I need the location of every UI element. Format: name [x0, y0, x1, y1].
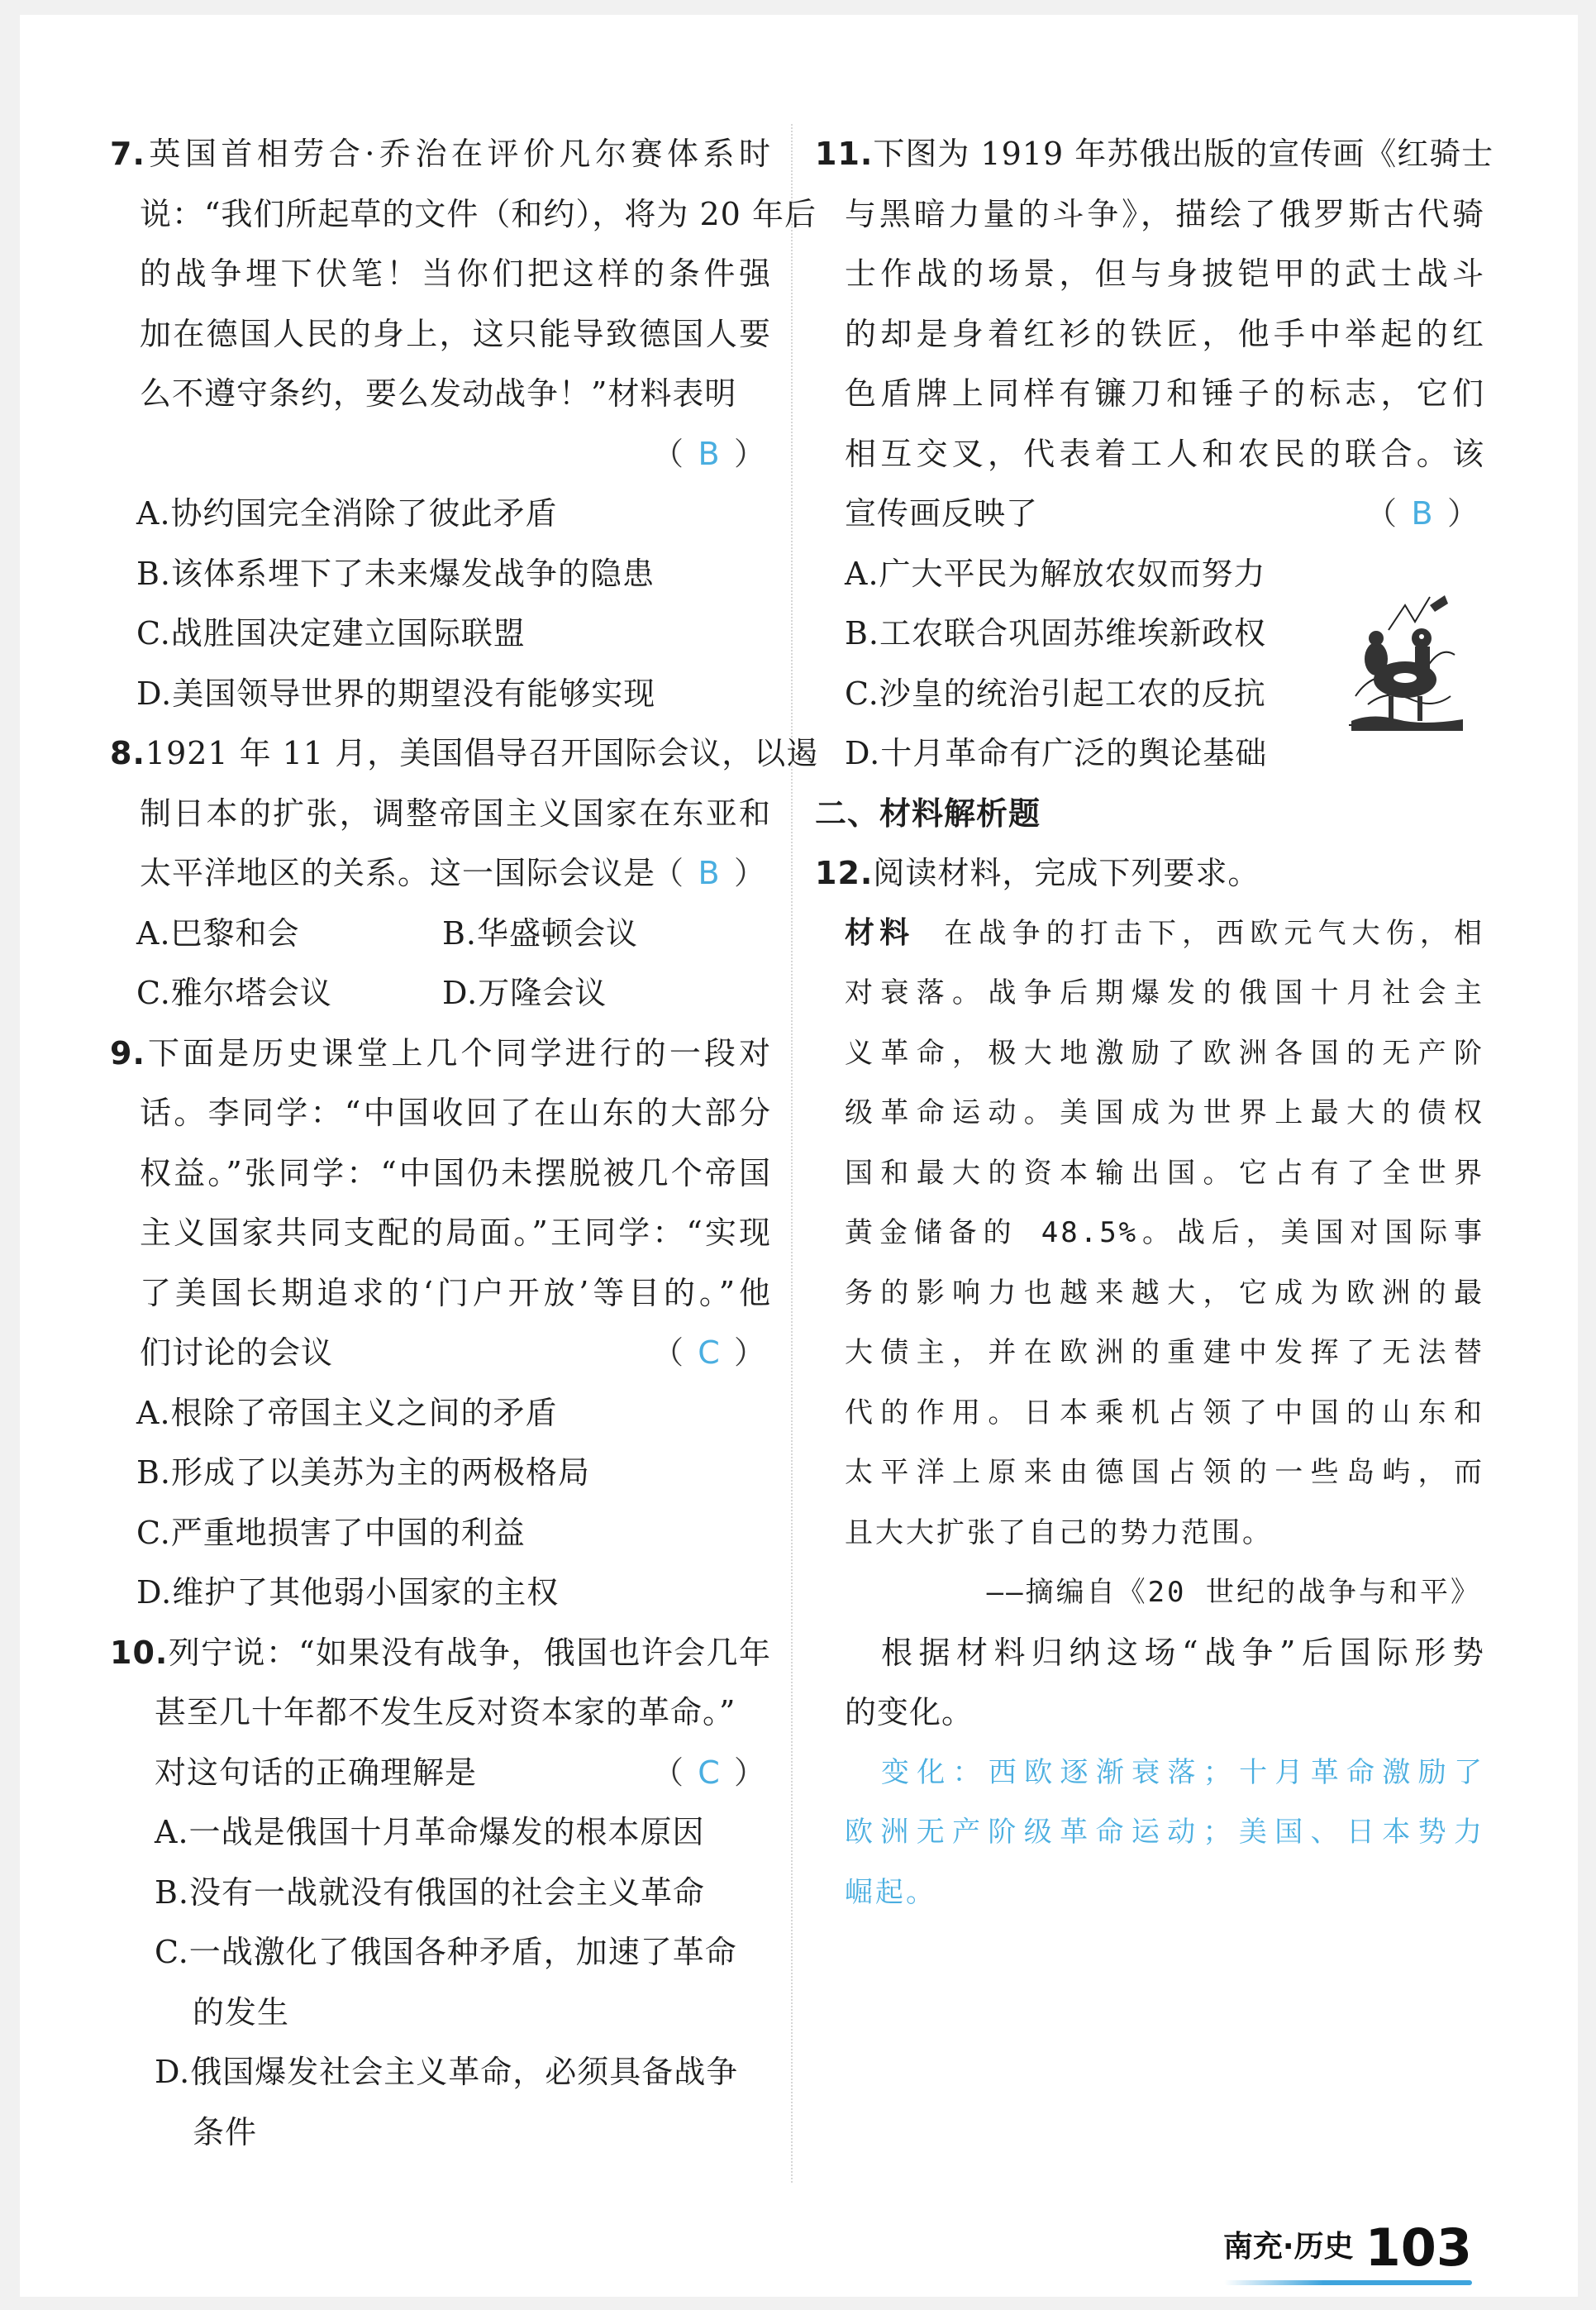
option-d: D.十月革命有广泛的舆论基础 — [845, 735, 1268, 771]
answer-text: 崛起。 — [845, 1875, 936, 1909]
question-text: 制日本的扩张，调整帝国主义国家在东亚和 — [140, 795, 771, 832]
propaganda-woodcut-image — [1339, 580, 1471, 737]
question-text: 太平洋地区的关系。这一国际会议是 — [140, 855, 656, 891]
question-number: 8. — [110, 735, 145, 771]
question-text: 相互交叉，代表着工人和农民的联合。该 — [845, 435, 1484, 472]
answer-bracket: （ B ） — [1365, 484, 1479, 544]
question-text: 列宁说：“如果没有战争，俄国也许会几年 — [168, 1634, 771, 1671]
answer-letter: C — [698, 1754, 721, 1791]
question-text: 1921 年 11 月，美国倡导召开国际会议，以遏 — [145, 735, 819, 771]
material-source: ——摘编自《20 世纪的战争与和平》 — [986, 1576, 1481, 1609]
option-d: D.维护了其他弱小国家的主权 — [136, 1574, 560, 1611]
material-text: 对衰落。战争后期爆发的俄国十月社会主 — [845, 976, 1484, 1009]
answer-letter: B — [1411, 495, 1434, 532]
question-number: 9. — [110, 1034, 145, 1071]
answer-line — [110, 424, 771, 484]
option-a: A.巴黎和会 — [136, 914, 300, 952]
question-text: 权益。”张同学：“中国仍未摆脱被几个帝国 — [140, 1154, 771, 1191]
option-row — [110, 904, 771, 964]
option-c: C.沙皇的统治引起工农的反抗 — [845, 675, 1266, 712]
question-text: 说：“我们所起草的文件（和约），将为 20 年后 — [140, 195, 817, 232]
question-text: 士作战的场景，但与身披铠甲的武士战斗 — [845, 255, 1484, 292]
question-text: 们讨论的会议 — [140, 1334, 334, 1371]
option-a: A.一战是俄国十月革命爆发的根本原因 — [155, 1814, 705, 1850]
question-10 — [110, 1623, 771, 2163]
answer-bracket: （ B ） — [652, 843, 766, 904]
footer-label: 南充·历史 — [1222, 2230, 1354, 2264]
option-a: A.广大平民为解放农奴而努力 — [845, 555, 1266, 592]
question-text: 英国首相劳合·乔治在评价凡尔赛体系时 — [145, 136, 771, 172]
question-text: 了美国长期追求的‘门户开放’等目的。”他 — [140, 1274, 771, 1311]
question-8 — [110, 723, 819, 1024]
option-c: C.雅尔塔会议 — [136, 975, 332, 1011]
material-text: 在战争的打击下，西欧元气大伤，相 — [941, 916, 1484, 950]
question-text: 话。李同学：“中国收回了在山东的大部分 — [140, 1095, 771, 1131]
material-text: 级革命运动。美国成为世界上最大的债权 — [845, 1096, 1484, 1129]
question-9 — [110, 1024, 771, 1623]
question-number: 12. — [815, 855, 874, 891]
question-text: 根据材料归纳这场“战争”后国际形势 — [881, 1634, 1484, 1671]
option-c: C.一战激化了俄国各种矛盾，加速了革命 — [155, 1934, 737, 1970]
material-text: 大债主，并在欧洲的重建中发挥了无法替 — [845, 1336, 1484, 1369]
question-number: 11. — [815, 136, 874, 172]
option-d: D.俄国爆发社会主义革命，必须具备战争 — [155, 2054, 739, 2090]
footer-accent-bar — [1224, 2280, 1472, 2285]
question-text: 宣传画反映了 — [845, 495, 1039, 532]
answer-letter: C — [698, 1334, 721, 1371]
option-a: A.协约国完全消除了彼此矛盾 — [136, 495, 558, 532]
question-number: 10. — [110, 1634, 169, 1671]
material-text: 国和最大的资本输出国。它占有了全世界 — [845, 1156, 1484, 1190]
page-number: 103 — [1365, 2217, 1472, 2278]
answer-text: 变化：西欧逐渐衰落；十月革命激励了 — [881, 1755, 1484, 1789]
material-text: 代的作用。日本乘机占领了中国的山东和 — [845, 1396, 1484, 1429]
option-b: B.形成了以美苏为主的两极格局 — [136, 1454, 591, 1491]
option-c-continued: 的发生 — [193, 1993, 290, 2031]
option-c: C.战胜国决定建立国际联盟 — [136, 615, 526, 651]
question-7 — [110, 124, 817, 723]
question-text: 的却是身着红衫的铁匠，他手中举起的红 — [845, 315, 1484, 352]
question-text: 的变化。 — [845, 1694, 974, 1730]
question-text: 么不遵守条约，要么发动战争！”材料表明 — [140, 375, 737, 412]
right-column — [815, 124, 1494, 1922]
left-column — [110, 124, 819, 2162]
option-b: B.华盛顿会议 — [442, 914, 639, 952]
question-text: 色盾牌上同样有镰刀和锤子的标志，它们 — [845, 375, 1484, 412]
option-b: B.没有一战就没有俄国的社会主义革命 — [155, 1873, 706, 1911]
question-text: 甚至几十年都不发生反对资本家的革命。” — [155, 1694, 736, 1730]
option-c: C.严重地损害了中国的利益 — [136, 1514, 526, 1551]
column-divider — [791, 124, 793, 2183]
material-text: 太平洋上原来由德国占领的一些岛屿，而 — [845, 1456, 1484, 1489]
answer-text: 欧洲无产阶级革命运动；美国、日本势力 — [845, 1816, 1484, 1849]
question-text: 主义国家共同支配的局面。”王同学：“实现 — [140, 1215, 771, 1251]
answer-bracket: （ C ） — [652, 1323, 766, 1383]
question-text: 与黑暗力量的斗争》，描绘了俄罗斯古代骑 — [845, 195, 1484, 232]
question-text: 对这句话的正确理解是 — [155, 1754, 478, 1791]
answer-letter: B — [698, 855, 721, 891]
material-text: 且大大扩张了自己的势力范围。 — [845, 1515, 1273, 1549]
option-row — [110, 963, 771, 1024]
question-text: 下面是历史课堂上几个同学进行的一段对 — [145, 1034, 771, 1071]
question-text: 加在德国人民的身上，这只能导致德国人要 — [140, 315, 771, 352]
material-text: 黄金储备的 48.5%。战后，美国对国际事 — [845, 1216, 1484, 1249]
option-b: B.该体系埋下了未来爆发战争的隐患 — [136, 555, 655, 592]
question-12 — [815, 843, 1484, 1922]
answer-block — [815, 1743, 1484, 1923]
answer-letter: B — [698, 435, 721, 472]
option-d: D.美国领导世界的期望没有能够实现 — [136, 675, 656, 712]
question-text: 的战争埋下伏笔！当你们把这样的条件强 — [140, 255, 771, 292]
option-d: D.万隆会议 — [442, 975, 607, 1011]
material-text: 义革命，极大地激励了欧洲各国的无产阶 — [845, 1036, 1484, 1070]
section-title: 二、材料解析题 — [815, 795, 1041, 832]
option-a: A.根除了帝国主义之间的矛盾 — [136, 1394, 558, 1431]
question-number: 7. — [110, 136, 145, 172]
material-label: 材料 — [845, 915, 915, 950]
material-block — [815, 904, 1484, 1623]
material-text: 务的影响力也越来越大，它成为欧洲的最 — [845, 1276, 1484, 1310]
answer-bracket: （ C ） — [652, 1743, 766, 1803]
option-b: B.工农联合巩固苏维埃新政权 — [845, 615, 1267, 651]
page-footer — [1222, 2207, 1472, 2278]
question-text: 阅读材料，完成下列要求。 — [873, 855, 1260, 891]
question-text: 下图为 1919 年苏俄出版的宣传画《红骑士 — [873, 136, 1494, 172]
option-d-continued: 条件 — [193, 2113, 258, 2150]
answer-bracket: （ B ） — [652, 424, 766, 484]
